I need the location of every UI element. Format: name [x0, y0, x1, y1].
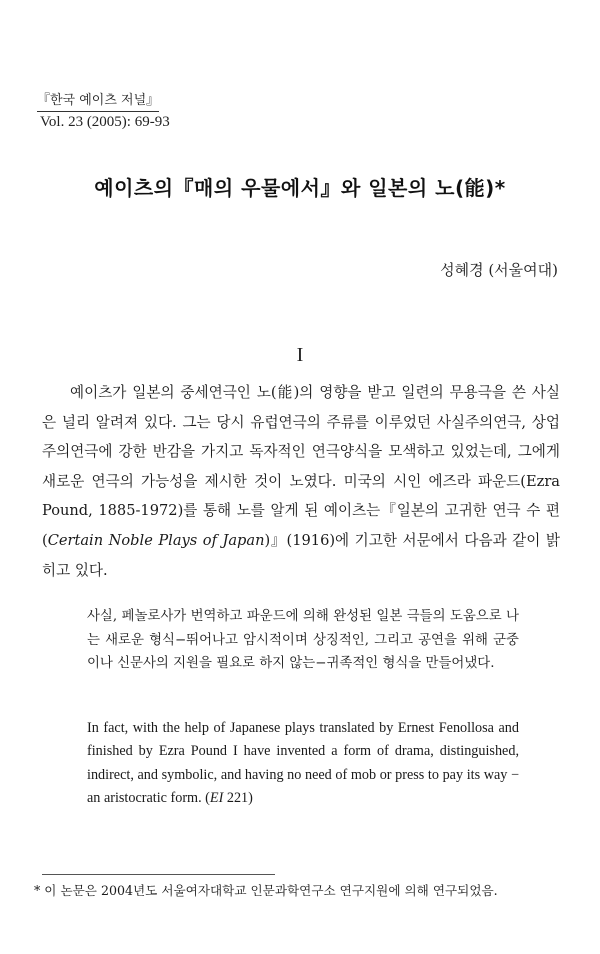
paragraph-text-part1: 예이츠가 일본의 중세연극인 노(能)의 영향을 받고 일련의 무용극을 쓴 사실은 널리 알려져 있다. 그는 당시 유럽연극의 주류를 이루었던 사실주의연극, 상업주의연극에 강한 반감을 가지고 독자적인 연극양식을 모색하고 있었는데, 그에게 새로운 연극의 가능성을 제시한 것이 노였다. 미국의 시인 에즈라 파운드(Ezra Pound, 1885-1972)를 통해 노를 알게 된 예이츠는『일본의 고귀한 연극 수 편( [42, 384, 560, 549]
book-title-italic: Certain Noble Plays of Japan [47, 531, 265, 549]
footnote-divider [42, 874, 275, 875]
quote-english-text: In fact, with the help of Japanese plays translated by Ernest Fenollosa and finished by Ezra Pound I have invented a form of drama, distinguished, indirect, and symbolic, and having no need of mob or press to pay its way − an aristocratic form. ( [87, 720, 519, 807]
body-paragraph [42, 378, 560, 585]
paragraph-text-part2: )』(1916)에 기고한 서문에서 다음과 같이 밝히고 있다. [42, 531, 560, 579]
block-quote-english [87, 717, 519, 811]
citation-source-italic: EI [209, 790, 224, 807]
volume-info: Vol. 23 (2005): 69-93 [40, 114, 170, 130]
citation-page: 221) [223, 790, 253, 807]
section-heading: I [296, 344, 304, 366]
paper-title: 예이츠의『매의 우물에서』와 일본의 노(能)* [94, 176, 506, 200]
journal-name: 『한국 예이츠 저널』 [37, 92, 159, 112]
footnote: * 이 논문은 2004년도 서울여자대학교 인문과학연구소 연구지원에 의해 연구되었음. [34, 883, 498, 898]
block-quote-korean: 사실, 페놀로사가 번역하고 파운드에 의해 완성된 일본 극들의 도움으로 나는 새로운 형식−뛰어나고 암시적이며 상징적인, 그리고 공연을 위해 군중이나 신문사의 지원을 필요로 하지 않는−귀족적인 형식을 만들어냈다. [87, 609, 519, 672]
author-affiliation: 성혜경 (서울여대) [440, 261, 558, 279]
